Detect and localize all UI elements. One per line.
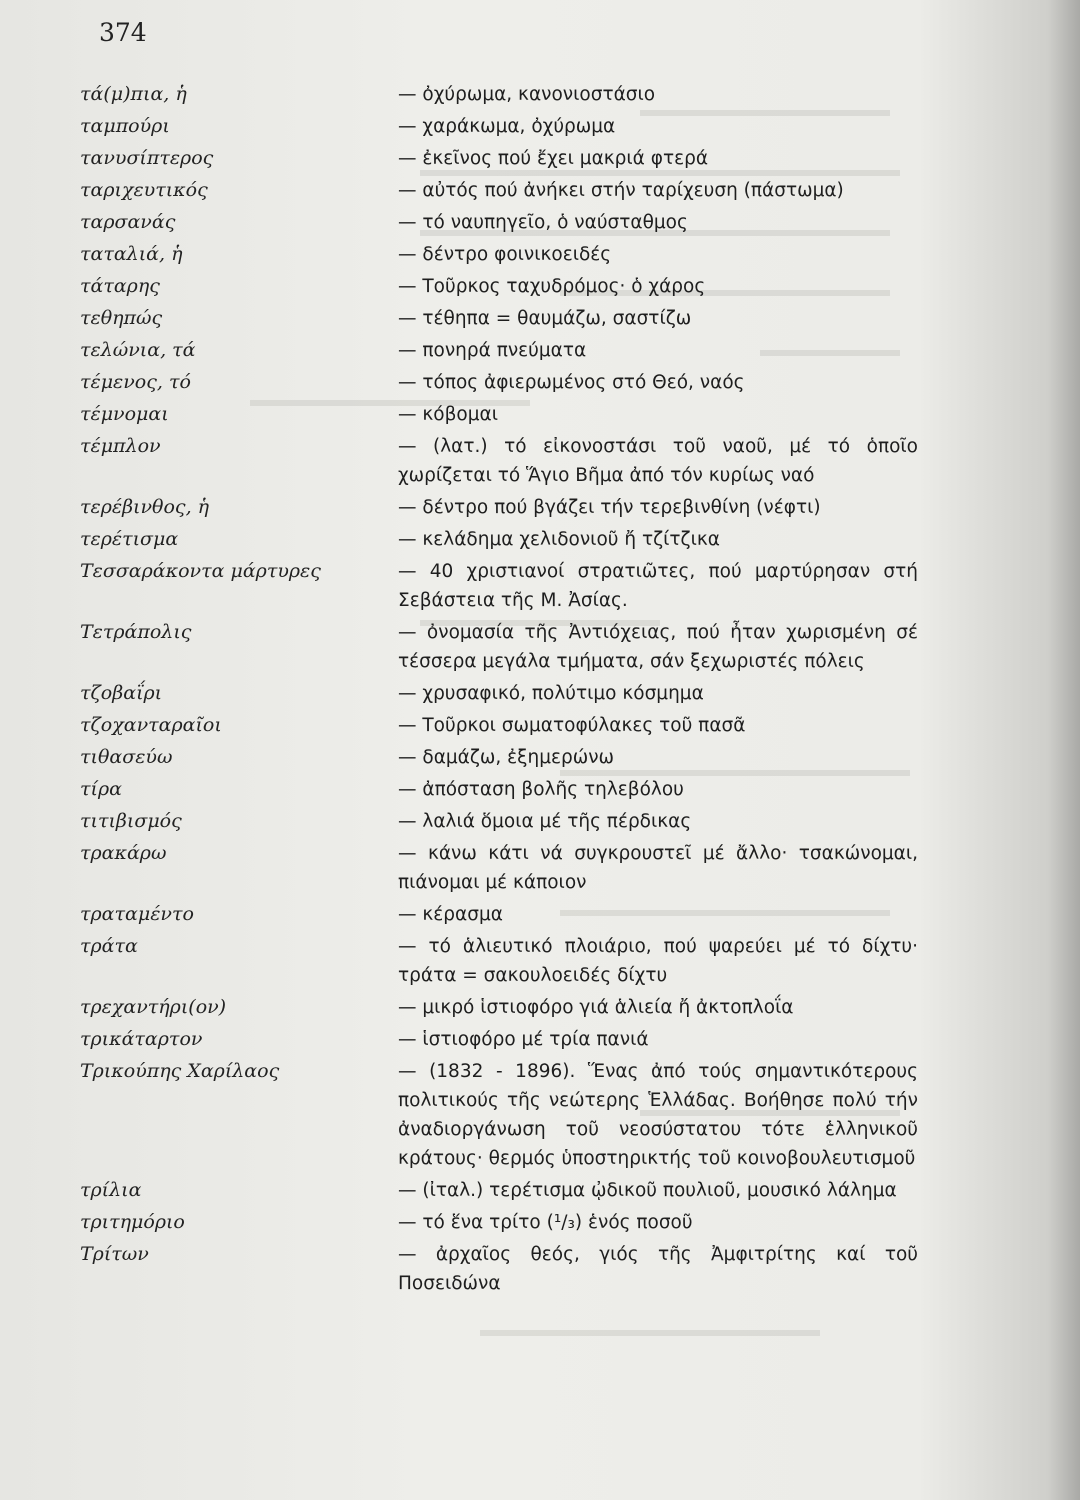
entry-definition: — (λατ.) τό εἰκονοστάσι τοῦ ναοῦ, μέ τό ὁποῖο χωρίζεται τό Ἅγιο Βῆμα ἀπό τόν κυρίως ναό <box>398 436 918 486</box>
glossary-entry <box>0 272 1080 301</box>
entry-definition: — Τοῦρκος ταχυδρόμος· ὁ χάρος <box>398 276 706 297</box>
entry-term: τέμνομαι <box>80 403 169 425</box>
entry-definition: — ἐκεῖνος πού ἔχει μακριά φτερά <box>398 148 709 169</box>
glossary-entry <box>0 807 1080 836</box>
entry-definition: — κάνω κάτι νά συγκρουστεῖ μέ ἄλλο· τσακώνομαι, πιάνομαι μέ κάποιον <box>398 843 918 893</box>
entry-definition: — τό ναυπηγεῖο, ὁ ναύσταθμος <box>398 212 688 233</box>
entry-term: τιτιβισμός <box>80 810 182 832</box>
entry-term: τίρα <box>80 778 122 800</box>
glossary-entry <box>0 839 1080 897</box>
entry-definition: — τό ἁλιευτικό πλοιάριο, πού ψαρεύει μέ τό δίχτυ· τράτα = σακουλοειδές δίχτυ <box>398 936 918 986</box>
entry-term: τερέβινθος, ἡ <box>80 496 210 518</box>
entry-term: τρακάρω <box>80 842 167 864</box>
glossary-entry <box>0 1057 1080 1173</box>
glossary-entry <box>0 240 1080 269</box>
entry-definition: — αὐτός πού ἀνήκει στήν ταρίχευση (πάστωμα) <box>398 180 844 201</box>
entry-term: Τεσσαράκοντα μάρτυρες <box>80 560 321 582</box>
entry-definition: — Τοῦρκοι σωματοφύλακες τοῦ πασᾶ <box>398 715 746 736</box>
entry-definition: — πονηρά πνεύματα <box>398 340 587 361</box>
glossary-entry <box>0 900 1080 929</box>
entry-term: ταμπούρι <box>80 115 170 137</box>
glossary-entry <box>0 932 1080 990</box>
glossary-entry <box>0 80 1080 109</box>
entry-definition: — κέρασμα <box>398 904 503 925</box>
entry-definition: — δαμάζω, ἐξημερώνω <box>398 747 615 768</box>
glossary-entry <box>0 368 1080 397</box>
glossary-entry <box>0 525 1080 554</box>
entry-term: τεθηπώς <box>80 307 163 329</box>
entry-definition: — τόπος ἀφιερωμένος στό Θεό, ναός <box>398 372 745 393</box>
entry-term: τιθασεύω <box>80 746 173 768</box>
glossary-entry <box>0 711 1080 740</box>
entry-definition: — κελάδημα χελιδονιοῦ ἤ τζίτζικα <box>398 529 720 550</box>
glossary-entry <box>0 1240 1080 1298</box>
glossary-entry <box>0 400 1080 429</box>
entry-term: τρίλια <box>80 1179 142 1201</box>
entry-definition: — τό ἕνα τρίτο (¹/₃) ἑνός ποσοῦ <box>398 1212 693 1233</box>
glossary-entry <box>0 432 1080 490</box>
glossary-entry <box>0 176 1080 205</box>
glossary-entry <box>0 557 1080 615</box>
glossary-entry <box>0 679 1080 708</box>
glossary-entry <box>0 743 1080 772</box>
glossary-entry <box>0 493 1080 522</box>
entry-definition: — ὀνομασία τῆς Ἀντιόχειας, πού ἦταν χωρισμένη σέ τέσσερα μεγάλα τμήματα, σάν ξεχωριστές πόλεις <box>398 622 918 672</box>
entry-term: τέμπλον <box>80 435 161 457</box>
entry-term: τερέτισμα <box>80 528 179 550</box>
page-number: 374 <box>99 18 147 47</box>
glossary-entry <box>0 1025 1080 1054</box>
entry-definition: — ὀχύρωμα, κανονιοστάσιο <box>398 84 656 105</box>
glossary-entry <box>0 304 1080 333</box>
entry-definition: — ἀρχαῖος θεός, γιός τῆς Ἀμφιτρίτης καί τοῦ Ποσειδώνα <box>398 1244 918 1294</box>
glossary-entry <box>0 993 1080 1022</box>
entry-definition: — (1832 - 1896). Ἕνας ἀπό τούς σημαντικότερους πολιτικούς τῆς νεώτερης Ἑλλάδας. Βοήθησε πολύ τήν ἀναδιοργάνωση τοῦ νεοσύστατου τότε ἑλληνικοῦ κράτους· θερμός ὑποστηρικτής τοῦ κοινοβουλευτισμοῦ <box>398 1061 918 1169</box>
entry-term: Τρίτων <box>80 1243 149 1265</box>
entry-term: τράτα <box>80 935 138 957</box>
entry-term: τά(μ)πια, ἡ <box>80 83 187 105</box>
entry-definition: — χρυσαφικό, πολύτιμο κόσμημα <box>398 683 704 704</box>
glossary-entry <box>0 336 1080 365</box>
entry-definition: — τέθηπα = θαυμάζω, σαστίζω <box>398 308 692 329</box>
entry-definition: — ἀπόσταση βολῆς τηλεβόλου <box>398 779 684 800</box>
entry-definition: — 40 χριστιανοί στρατιῶτες, πού μαρτύρησαν στή Σεβάστεια τῆς Μ. Ἀσίας. <box>398 561 918 611</box>
entry-term: τανυσίπτερος <box>80 147 214 169</box>
entry-term: τριτημόριο <box>80 1211 185 1233</box>
entry-definition: — κόβομαι <box>398 404 498 425</box>
glossary-entries <box>0 80 1080 1301</box>
entry-term: τζοβαΐρι <box>80 682 163 704</box>
glossary-entry <box>0 618 1080 676</box>
entry-definition: — (ἰταλ.) τερέτισμα ᾠδικοῦ πουλιοῦ, μουσικό λάλημα <box>398 1180 897 1201</box>
entry-definition: — δέντρο πού βγάζει τήν τερεβινθίνη (νέφτι) <box>398 497 821 518</box>
glossary-entry <box>0 112 1080 141</box>
entry-term: ταρσανάς <box>80 211 176 233</box>
entry-definition: — λαλιά ὅμοια μέ τῆς πέρδικας <box>398 811 692 832</box>
entry-definition: — δέντρο φοινικοειδές <box>398 244 612 265</box>
entry-term: τραταμέντο <box>80 903 194 925</box>
entry-term: τζοχανταραῖοι <box>80 714 222 736</box>
entry-term: τάταρης <box>80 275 160 297</box>
entry-term: ταταλιά, ἡ <box>80 243 183 265</box>
entry-definition: — χαράκωμα, ὀχύρωμα <box>398 116 616 137</box>
entry-term: τέμενος, τό <box>80 371 191 393</box>
entry-term: ταριχευτικός <box>80 179 208 201</box>
entry-term: τρεχαντήρι(ον) <box>80 996 227 1018</box>
glossary-entry <box>0 1176 1080 1205</box>
glossary-entry <box>0 144 1080 173</box>
entry-term: τελώνια, τά <box>80 339 196 361</box>
entry-definition: — μικρό ἱστιοφόρο γιά ἁλιεία ἤ ἀκτοπλοΐα <box>398 997 794 1018</box>
entry-term: Τετράπολις <box>80 621 192 643</box>
glossary-entry <box>0 208 1080 237</box>
entry-term: Τρικούπης Χαρίλαος <box>80 1060 280 1082</box>
entry-definition: — ἱστιοφόρο μέ τρία πανιά <box>398 1029 649 1050</box>
glossary-entry <box>0 1208 1080 1237</box>
glossary-entry <box>0 775 1080 804</box>
entry-term: τρικάταρτον <box>80 1028 203 1050</box>
